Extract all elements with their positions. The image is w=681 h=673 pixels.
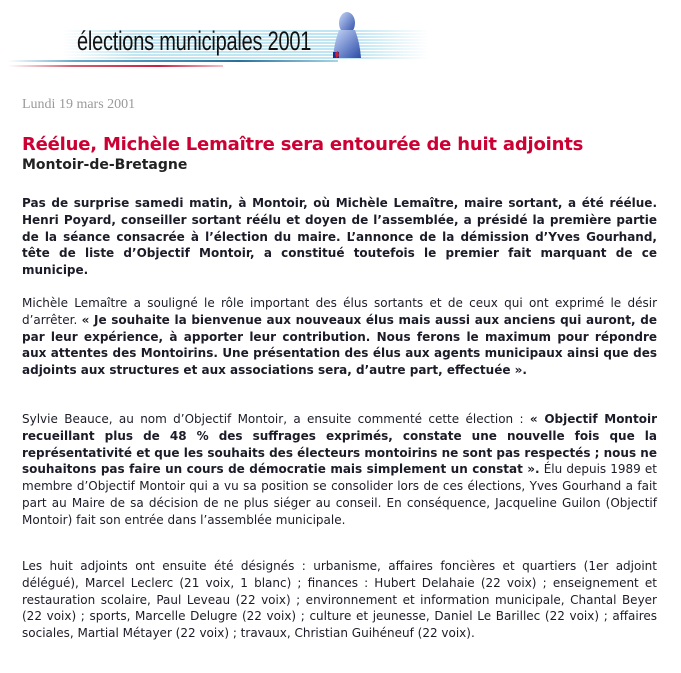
article-location: Montoir-de-Bretagne: [22, 157, 188, 173]
paragraph-text: Élu depuis 1989 et membre d’Objectif Montoir qui a vu sa position se consolider lors de ces élections, Yves Gourhand a fait part au Maire de sa décision de ne plus siéger au conseil. En conséquence, Jacqueline Guilon (Objectif Montoir) fait son entrée dans l’assemblée municipale.: [22, 462, 657, 527]
article-paragraph-2: [22, 295, 657, 379]
quote: « Je souhaite la bienvenue aux nouveaux élus mais aussi aux anciens qui auront, de par leur expérience, à apporter leur contribution. Nous ferons le maximum pour répondre aux attentes des Montoirins. Une présentation des élus aux agents municipaux ainsi que des adjoints aux structures et aux associations sera, d’autre part, effectuée ».: [22, 312, 658, 378]
banner-blue-line: [8, 60, 338, 62]
article-title: Réélue, Michèle Lemaître sera entourée de huit adjoints: [22, 134, 584, 155]
paragraph-text: Sylvie Beauce, au nom d’Objectif Montoir, a ensuite commenté cette élection :: [22, 412, 530, 426]
banner-red-line: [8, 65, 223, 67]
quote: « Objectif Montoir recueillant plus de 48 % des suffrages exprimés, constate une nouvelle fois que la représentativité et que les souhaits des électeurs montoirins ne sont pas respectés ; nous ne souhaitons pas faire un cours de démocratie mais simplement un constat ».: [22, 412, 657, 477]
elections-banner: [8, 8, 568, 63]
article-date: Lundi 19 mars 2001: [22, 97, 136, 112]
article-paragraph-4: Les huit adjoints ont ensuite été désignés : urbanisme, affaires foncières et quartiers (1er adjoint délégué), Marcel Leclerc (21 voix, 1 blanc) ; finances : Hubert Delahaie (22 voix) ; enseignement et restauration scolaire, Paul Leveau (22 voix) ; environnement et information municipale, Chantal Beyer (22 voix) ; sports, Marcelle Delugre (22 voix) ; culture et jeunesse, Daniel Le Barillec (22 voix) ; affaires sociales, Martial Métayer (22 voix) ; travaux, Christian Guihéneuf (22 voix).: [22, 559, 657, 641]
marianne-bust-icon: [330, 8, 364, 60]
paragraph-text: Michèle Lemaître a souligné le rôle important des élus sortants et de ceux qui ont exprimé le désir d’arrêter.: [22, 296, 657, 327]
article-lead: Pas de surprise samedi matin, à Montoir, où Michèle Lemaître, maire sortant, a été réélue. Henri Poyard, conseiller sortant réélu et doyen de l’assemblée, a présidé la première partie de la séance consacrée à l’élection du maire. L’annonce de la démission d’Yves Gourhand, tête de liste d’Objectif Montoir, a constitué toutefois le premier fait marquant de ce municipe.: [22, 196, 657, 278]
banner-title: élections municipales 2001: [77, 26, 312, 56]
article-paragraph-3: [22, 411, 657, 529]
